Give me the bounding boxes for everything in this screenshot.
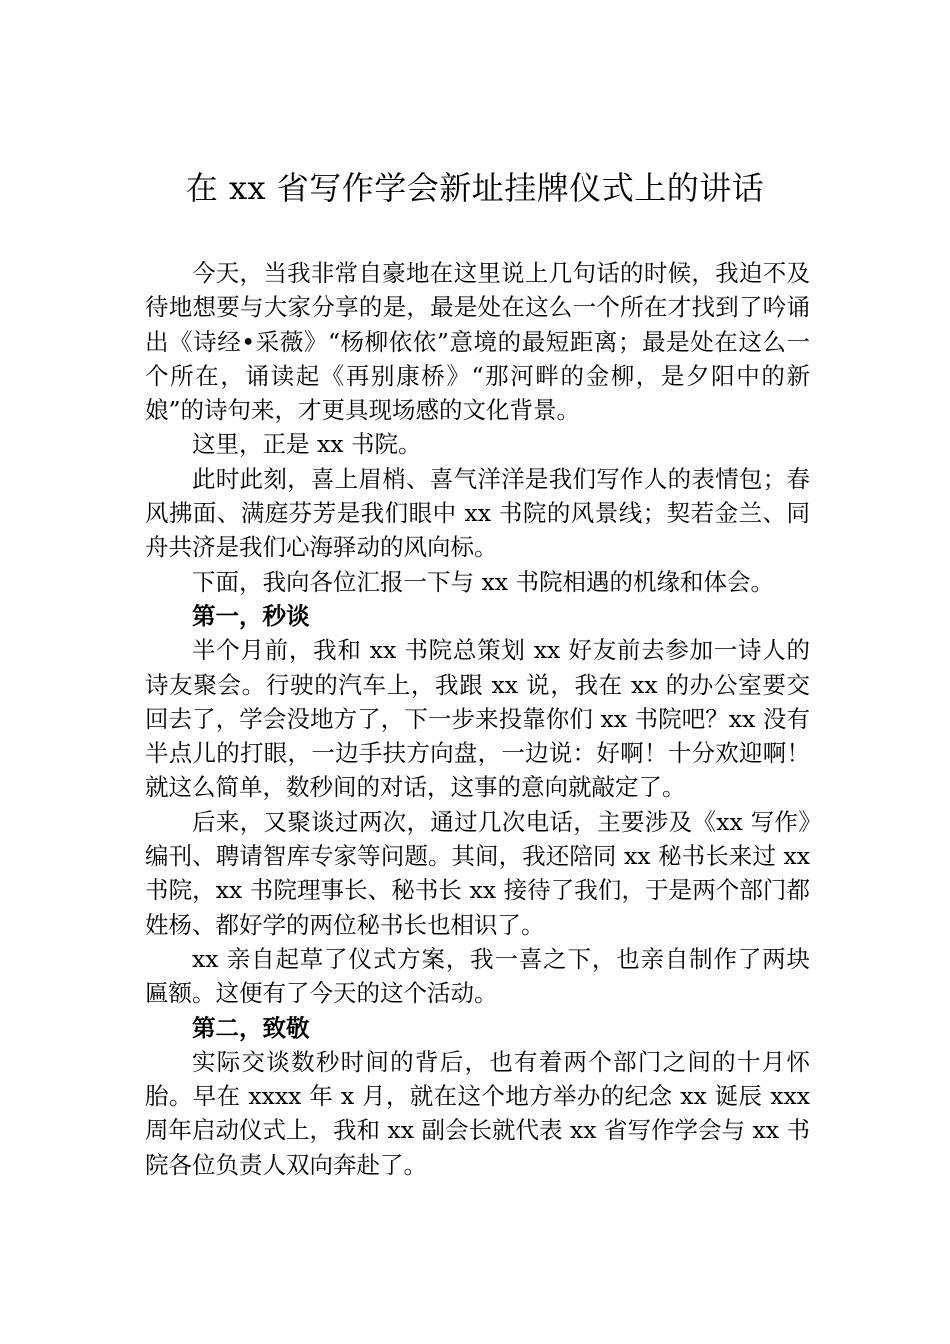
document-body xyxy=(145,256,810,1182)
paragraph-section1-3: xx 亲自起草了仪式方案，我一喜之下，也亲自制作了两块匾额。这便有了今天的这个活动。 xyxy=(145,944,810,1008)
paragraph-moment: 此时此刻，喜上眉梢、喜气洋洋是我们写作人的表情包；春风拂面、满庭芬芳是我们眼中 xx 书院的风景线；契若金兰、同舟共济是我们心海驿动的风向标。 xyxy=(145,464,810,562)
paragraph-report: 下面，我向各位汇报一下与 xx 书院相遇的机缘和体会。 xyxy=(192,567,774,596)
section-heading-first: 第一，秒谈 xyxy=(192,601,310,630)
document-title: 在 xx 省写作学会新址挂牌仪式上的讲话 xyxy=(185,169,765,207)
paragraph-intro: 今天，当我非常自豪地在这里说上几句话的时候，我迫不及待地想要与大家分享的是，最是处在这么一个所在才找到了吟诵出《诗经•采薇》“杨柳依依”意境的最短距离；最是处在这么一个所在，诵读起《再别康桥》“那河畔的金柳，是夕阳中的新娘”的诗句来，才更具现场感的文化背景。 xyxy=(145,259,810,425)
section-heading-second: 第二，致敬 xyxy=(192,1013,310,1042)
paragraph-section1-1: 半个月前，我和 xx 书院总策划 xx 好友前去参加一诗人的诗友聚会。行驶的汽车上，我跟 xx 说，我在 xx 的办公室要交回去了，学会没地方了，下一步来投靠你们 xx 书院吧？xx 没有半点儿的打眼，一边手扶方向盘，一边说：好啊！十分欢迎啊！就这么简单，数秒间的对话，这事的意向就敲定了。 xyxy=(145,636,810,802)
paragraph-location: 这里，正是 xx 书院。 xyxy=(192,430,422,459)
paragraph-section2-1: 实际交谈数秒时间的背后，也有着两个部门之间的十月怀胎。早在 xxxx 年 x 月，就在这个地方举办的纪念 xx 诞辰 xxx 周年启动仪式上，我和 xx 副会长就代表 xx 省写作学会与 xx 书院各位负责人双向奔赴了。 xyxy=(145,1047,810,1179)
paragraph-section1-2: 后来，又聚谈过两次，通过几次电话，主要涉及《xx 写作》编刊、聘请智库专家等问题。其间，我还陪同 xx 秘书长来过 xx 书院，xx 书院理事长、秘书长 xx 接待了我们，于是两个部门都姓杨、都好学的两位秘书长也相识了。 xyxy=(145,807,810,939)
